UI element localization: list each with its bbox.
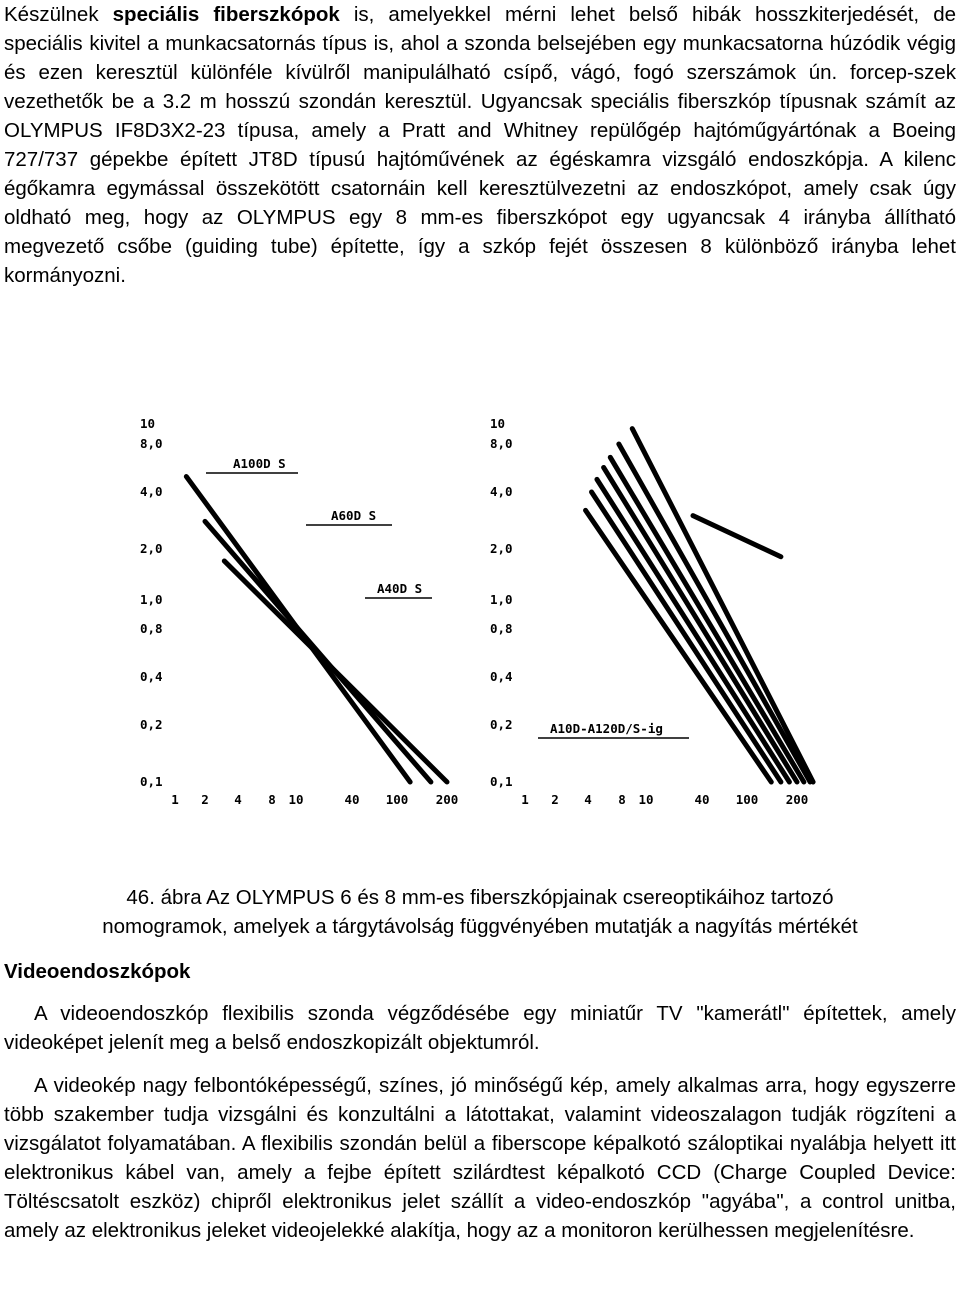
series-line [597,479,789,782]
x-tick-label: 100 [735,792,759,807]
y-tick-label: 8,0 [140,436,163,451]
x-tick-label: 200 [435,792,459,807]
annotation-label: A40D S [377,581,423,596]
x-tick-label: 1 [171,792,179,807]
x-tick-label: 100 [385,792,409,807]
y-tick-label: 1,0 [140,592,163,607]
section-heading: Videoendoszkópok [4,960,191,983]
x-tick-label: 10 [288,792,304,807]
y-tick-label: 0,8 [140,621,163,636]
paragraph-video-1: A videoendoszkóp flexibilis szonda végződésébe egy miniatűr TV "kamerátl" építettek, amely videoképet jelenít meg a belső endoszkopizált objektumról. [4,1002,956,1054]
intro-paragraph [4,0,956,290]
y-tick-label: 0,8 [490,621,513,636]
y-tick-label: 2,0 [140,541,163,556]
nomogram-right [470,410,830,810]
y-tick-label: 0,2 [140,717,163,732]
x-tick-label: 4 [584,792,592,807]
intro-bold-term: speciális fiberszkópok [112,3,340,26]
x-tick-label: 1 [521,792,529,807]
caption-line-2: nomogramok, amelyek a tárgytávolság függvényében mutatják a nagyítás mértékét [102,915,858,938]
series-line [693,516,781,557]
x-tick-label: 40 [694,792,710,807]
y-tick-label: 0,4 [490,669,513,684]
x-tick-label: 200 [785,792,809,807]
y-tick-label: 0,1 [490,774,513,789]
x-tick-label: 10 [638,792,654,807]
y-tick-label: 4,0 [140,484,163,499]
y-tick-label: 0,1 [140,774,163,789]
annotation-label: A60D S [331,508,377,523]
y-tick-label: 0,4 [140,669,163,684]
x-tick-label: 2 [201,792,209,807]
y-tick-label: 10 [140,416,156,431]
y-tick-label: 0,2 [490,717,513,732]
figure-caption [0,883,960,941]
y-tick-label: 2,0 [490,541,513,556]
x-tick-label: 2 [551,792,559,807]
intro-text-rest: is, amelyekkel mérni lehet belső hibák hosszkiterjedését, de speciális kivitel a munkacsatornás típus is, ahol a szonda belsejében egy munkacsatorna húzódik végig és ezen keresztül különféle kívülről manipulálható csípő, vágó, fogó szerszámok ún. forcep-szek vezethetők be a 3.2 m hosszú szondán keresztül. Ugyancsak speciális fiberszkóp típusnak számít az OLYMPUS IF8D3X2-23 típusa, amely a Pratt and Whitney repülőgép hajtóműgyártónak a Boeing 727/737 gépekbe épített JT8D típusú hajtóművének az égéskamra vizsgáló endoszkópja. A kilenc égőkamra egymással összekötött csatornáin kell keresztülvezetni az endoszkópot, amely csak úgy oldható meg, hogy az OLYMPUS egy 8 mm-es fiberszkópot egy ugyancsak 4 irányba állítható megvezető csőbe (guiding tube) építette, így a szkóp fejét összesen 8 különböző irányba lehet kormányozni. [4,3,957,287]
paragraph-video-2: A videokép nagy felbontóképességű, színes, jó minőségű kép, amely alkalmas arra, hogy egyszerre több szakember tudja vizsgálni és konzultálni a látottakat, valamint videoszalagon tudják rögzíteni a vizsgálatot folyamatában. A flexibilis szondán belül a fiberscope képalkotó száloptikai nyalábja helyett itt elektronikus kábel van, amely a fejbe épített szilárdtest képalkotó CCD (Charge Coupled Device: Töltéscsatolt eszköz) chipről elektronikus jelet szállít a video-endoszkóp "agyába", a control unitba, amely az elektronikus jeleket videojelekké alakítja, hogy az a monitoron kerülhessen megjelenítésre. [4,1074,956,1242]
caption-line-1: 46. ábra Az OLYMPUS 6 és 8 mm-es fiberszkópjainak csereoptikáihoz tartozó [126,886,834,909]
y-tick-label: 8,0 [490,436,513,451]
y-tick-label: 10 [490,416,506,431]
x-tick-label: 8 [618,792,626,807]
nomogram-left [120,410,480,810]
intro-text-start: Készülnek [4,3,113,26]
annotation-label: A100D S [233,456,286,471]
y-tick-label: 4,0 [490,484,513,499]
x-tick-label: 8 [268,792,276,807]
x-tick-label: 40 [344,792,360,807]
y-tick-label: 1,0 [490,592,513,607]
annotation-label: A10D-A120D/S-ig [550,721,663,736]
x-tick-label: 4 [234,792,242,807]
